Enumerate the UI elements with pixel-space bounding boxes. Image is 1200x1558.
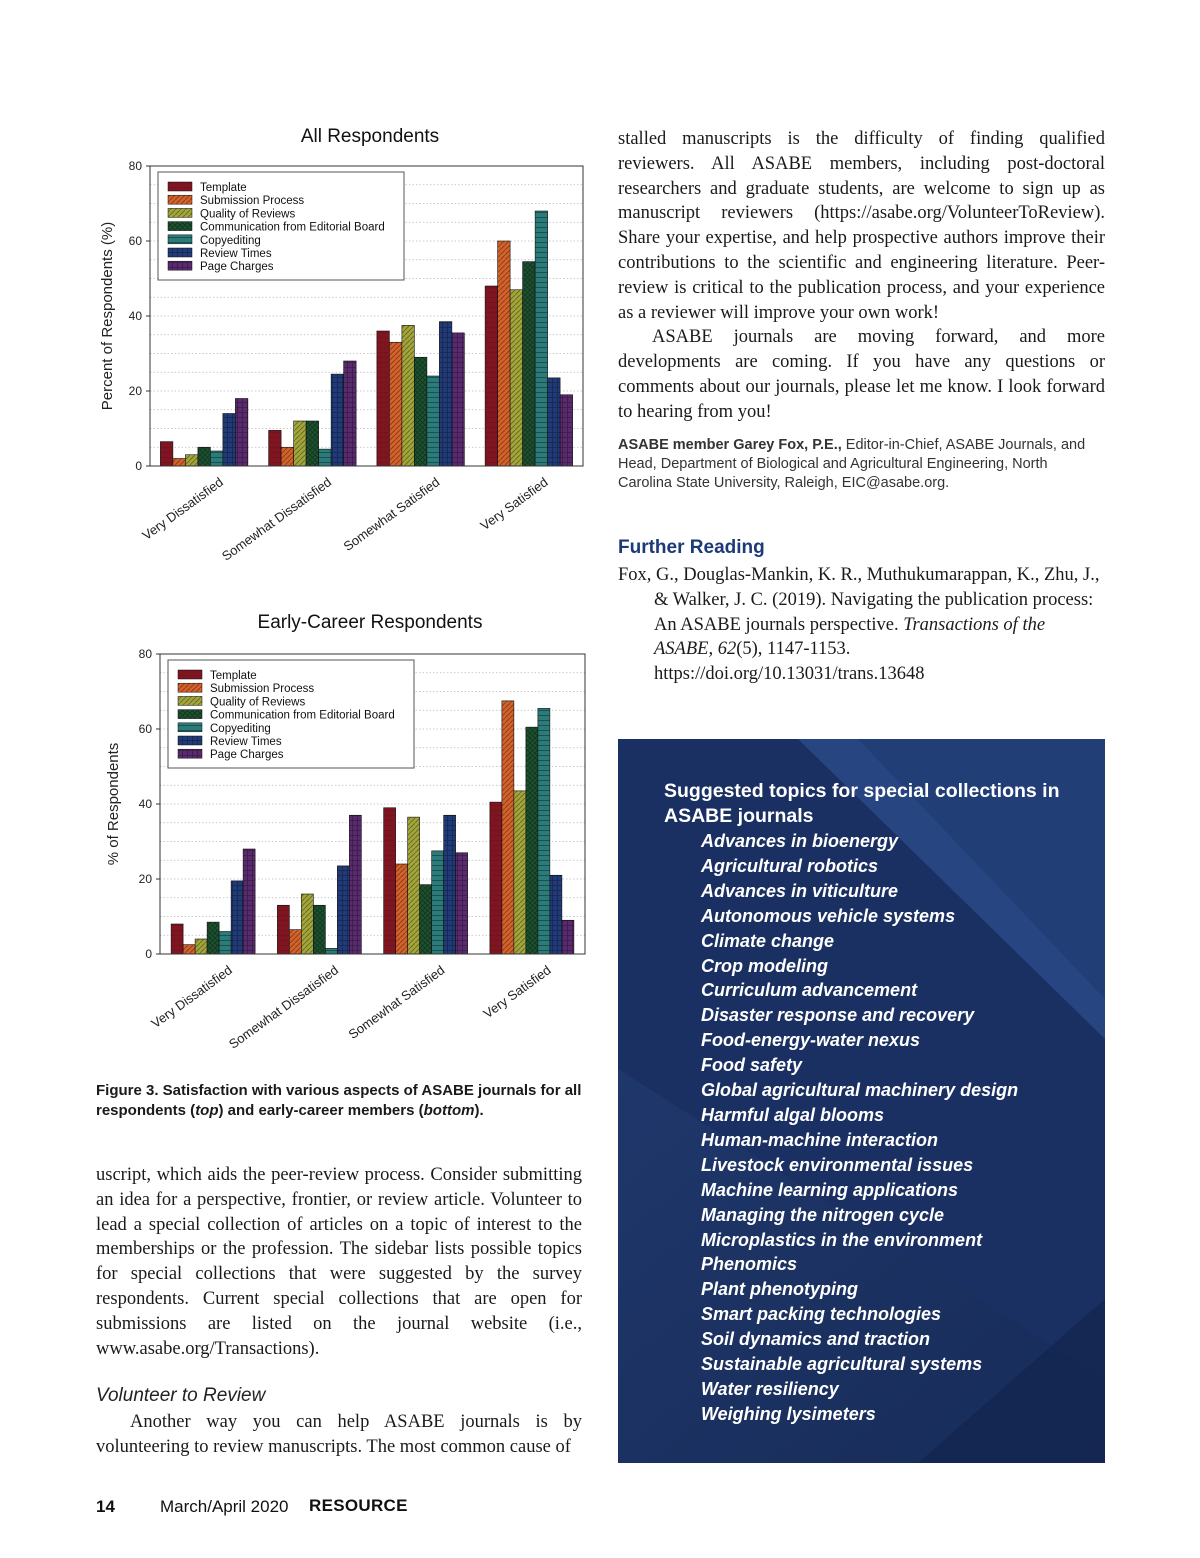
topic-item: Weighing lysimeters xyxy=(701,1403,876,1424)
topic-item: Agricultural robotics xyxy=(701,855,879,876)
bar-quality-of-reviews-1 xyxy=(301,894,313,954)
topic-list xyxy=(701,829,1091,1427)
x-tick-label: Very Satisfied xyxy=(480,962,554,1022)
bar-template-3 xyxy=(485,286,498,466)
topic-item: Climate change xyxy=(701,930,835,951)
magazine-name: RESOURCE xyxy=(309,1496,408,1515)
bar-submission-process-1 xyxy=(289,930,301,954)
body-paragraph: stalled manuscripts is the difficulty of finding qualified reviewers. All ASABE members, including post-doctoral researchers and graduate students, are welcome to sign up as manuscript reviewers (https://asabe.org/VolunteerToReview). Share your expertise, and help prospective authors improve their contributions to the scientific and engineering literature. Peer-review is critical to the publication process, and your experience as a reviewer will improve your own work! xyxy=(618,129,1105,323)
topic-item: Harmful algal blooms xyxy=(701,1104,885,1125)
bar-copyediting-2 xyxy=(427,376,440,466)
legend-label: Page Charges xyxy=(200,261,274,274)
sidebar-title: Suggested topics for special collections in ASABE journals xyxy=(664,780,1060,827)
bar-copyediting-1 xyxy=(319,449,332,466)
legend-swatch xyxy=(178,683,202,692)
legend-swatch xyxy=(178,696,202,705)
bar-page-charges-0 xyxy=(235,399,248,467)
body-paragraph: ASABE journals are moving forward, and more developments are coming. If you have any questions or comments about our journals, please let me know. I look forward to hearing from you! xyxy=(618,327,1105,422)
bar-page-charges-2 xyxy=(456,853,468,954)
y-tick-label: 40 xyxy=(138,797,152,811)
bar-quality-of-reviews-0 xyxy=(195,939,207,954)
body-paragraph: uscript, which aids the peer-review process. Consider submitting an idea for a perspective, frontier, or review article. Volunteer to lead a special collection of articles on a topic of interest to the memberships or the profession. The sidebar lists possible topics for special collections that were suggested by the survey respondents. Current special collections that are open for submissions are listed on the journal website (i.e., www.asabe.org/Transactions). xyxy=(96,1165,582,1359)
bar-communication-from-editorial-board-0 xyxy=(198,447,211,466)
legend-label: Communication from Editorial Board xyxy=(210,709,395,722)
topic-item: Managing the nitrogen cycle xyxy=(701,1204,945,1225)
page-number: 14 xyxy=(96,1497,115,1516)
bar-quality-of-reviews-0 xyxy=(185,455,198,466)
body-paragraph: Another way you can help ASABE journals is by volunteering to review manuscripts. The most common cause of xyxy=(96,1412,582,1457)
topic-item: Human-machine interaction xyxy=(701,1129,939,1150)
bar-template-0 xyxy=(171,924,183,954)
right-column xyxy=(618,127,1105,425)
legend-label: Template xyxy=(200,182,247,194)
legend-label: Review Times xyxy=(200,248,272,260)
legend-swatch xyxy=(178,723,202,732)
bar-review-times-2 xyxy=(439,322,452,466)
bar-communication-from-editorial-board-2 xyxy=(414,357,427,466)
topic-item: Disaster response and recovery xyxy=(701,1005,975,1026)
author-name: ASABE member Garey Fox, P.E., xyxy=(618,437,842,453)
bar-page-charges-0 xyxy=(243,849,255,954)
bar-review-times-0 xyxy=(223,414,236,467)
chart-early-career xyxy=(90,638,600,1083)
bar-template-2 xyxy=(377,331,390,466)
bar-submission-process-1 xyxy=(281,447,294,466)
y-tick-label: 40 xyxy=(128,309,142,323)
legend-swatch xyxy=(168,248,192,257)
bar-submission-process-2 xyxy=(396,864,408,954)
bar-review-times-1 xyxy=(337,866,349,954)
bar-submission-process-0 xyxy=(173,459,186,467)
legend-label: Copyediting xyxy=(200,234,261,247)
reference-entry: Fox, G., Douglas-Mankin, K. R., Muthukumarappan, K., Zhu, J., & Walker, J. C. (2019). Navigating the publication process: An ASABE journals perspective. Transactions of the ASABE, 62(5), 1147-1153. https://doi.org/10.13031/trans.13648 xyxy=(618,565,1100,685)
bar-template-1 xyxy=(277,905,289,954)
topic-item: Crop modeling xyxy=(701,955,828,976)
y-tick-label: 80 xyxy=(138,647,152,661)
bar-quality-of-reviews-3 xyxy=(514,791,526,954)
bar-template-0 xyxy=(160,442,173,466)
bar-copyediting-3 xyxy=(538,708,550,954)
bar-page-charges-2 xyxy=(452,333,465,466)
bar-submission-process-0 xyxy=(183,945,195,954)
section-heading-volunteer: Volunteer to Review xyxy=(96,1385,266,1406)
topic-item: Advances in bioenergy xyxy=(701,831,899,851)
topic-item: Autonomous vehicle systems xyxy=(701,905,956,926)
topic-item: Advances in viticulture xyxy=(701,880,899,901)
bar-page-charges-1 xyxy=(349,815,361,954)
left-column xyxy=(96,1163,582,1361)
chart-all-respondents xyxy=(90,150,600,600)
topic-item: Food safety xyxy=(701,1055,803,1076)
bar-submission-process-3 xyxy=(502,701,514,954)
legend-label: Submission Process xyxy=(210,683,315,696)
legend-label: Quality of Reviews xyxy=(210,696,306,709)
bar-page-charges-3 xyxy=(560,395,573,466)
topic-item: Livestock environmental issues xyxy=(701,1154,974,1175)
legend-label: Copyediting xyxy=(210,722,271,735)
bar-communication-from-editorial-board-1 xyxy=(306,421,319,466)
bar-page-charges-3 xyxy=(562,920,574,954)
bar-communication-from-editorial-board-1 xyxy=(313,905,325,954)
bar-communication-from-editorial-board-2 xyxy=(420,885,432,954)
x-tick-label: Somewhat Satisfied xyxy=(345,962,448,1042)
bar-quality-of-reviews-2 xyxy=(402,325,415,466)
y-axis-label: % of Respondents xyxy=(105,742,122,866)
figure-caption: Figure 3. Satisfaction with various aspects of ASABE journals for all respondents (top) and early-career members (bottom). xyxy=(96,1082,582,1119)
topic-item: Water resiliency xyxy=(701,1378,839,1399)
legend-swatch xyxy=(168,222,192,231)
topic-item: Food-energy-water nexus xyxy=(701,1030,921,1051)
chart-title-early: Early-Career Respondents xyxy=(257,612,483,633)
legend-label: Submission Process xyxy=(200,195,305,208)
x-tick-label: Very Satisfied xyxy=(477,474,551,534)
x-tick-label: Very Dissatisfied xyxy=(139,474,226,543)
bar-review-times-3 xyxy=(550,875,562,954)
y-tick-label: 20 xyxy=(128,384,142,398)
topic-item: Curriculum advancement xyxy=(701,980,918,1001)
legend-swatch xyxy=(178,670,202,679)
legend-swatch xyxy=(168,195,192,204)
y-tick-label: 0 xyxy=(135,459,142,473)
x-tick-label: Somewhat Satisfied xyxy=(340,474,443,554)
legend-swatch xyxy=(168,235,192,244)
bar-page-charges-1 xyxy=(344,361,357,466)
bar-review-times-0 xyxy=(231,881,243,954)
bar-quality-of-reviews-2 xyxy=(408,817,420,954)
bar-communication-from-editorial-board-0 xyxy=(207,922,219,954)
bar-template-3 xyxy=(490,802,502,954)
legend-swatch xyxy=(178,736,202,745)
y-tick-label: 80 xyxy=(128,159,142,173)
topic-item: Phenomics xyxy=(701,1254,798,1275)
bar-copyediting-3 xyxy=(535,211,548,466)
bar-template-2 xyxy=(384,808,396,954)
legend-label: Communication from Editorial Board xyxy=(200,221,385,234)
legend-swatch xyxy=(178,710,202,719)
topic-item: Microplastics in the environment xyxy=(701,1229,983,1250)
chart-title-all: All Respondents xyxy=(300,126,440,147)
topic-item: Global agricultural machinery design xyxy=(701,1080,1019,1101)
bar-review-times-1 xyxy=(331,374,344,466)
y-tick-label: 20 xyxy=(138,872,152,886)
legend-swatch xyxy=(168,261,192,270)
issue-date: March/April 2020 xyxy=(160,1497,289,1516)
x-tick-label: Very Dissatisfied xyxy=(148,962,235,1031)
y-tick-label: 60 xyxy=(138,722,152,736)
bar-quality-of-reviews-1 xyxy=(294,421,307,466)
topic-item: Soil dynamics and traction xyxy=(701,1329,931,1350)
legend-label: Review Times xyxy=(210,736,282,748)
bar-review-times-2 xyxy=(444,815,456,954)
legend-label: Quality of Reviews xyxy=(200,208,296,221)
bar-review-times-3 xyxy=(548,378,561,466)
legend-label: Template xyxy=(210,670,257,682)
legend-swatch xyxy=(178,749,202,758)
topic-item: Smart packing technologies xyxy=(701,1304,942,1325)
topic-item: Sustainable agricultural systems xyxy=(701,1354,983,1375)
bar-communication-from-editorial-board-3 xyxy=(523,262,536,466)
legend-label: Page Charges xyxy=(210,749,284,762)
y-axis-label: Percent of Respondents (%) xyxy=(99,221,116,411)
topic-item: Plant phenotyping xyxy=(701,1279,858,1300)
bar-copyediting-2 xyxy=(432,851,444,954)
bar-submission-process-2 xyxy=(389,342,402,466)
bar-template-1 xyxy=(269,430,282,466)
bar-communication-from-editorial-board-3 xyxy=(526,727,538,954)
bar-copyediting-0 xyxy=(219,932,231,955)
legend-swatch xyxy=(168,208,192,217)
left-column-cont xyxy=(96,1410,582,1460)
x-tick-label: Somewhat Dissatisfied xyxy=(225,962,342,1052)
y-tick-label: 0 xyxy=(145,947,152,961)
bar-copyediting-0 xyxy=(210,451,223,466)
bar-quality-of-reviews-3 xyxy=(510,290,523,466)
topic-item: Machine learning applications xyxy=(701,1179,959,1200)
author-bio: ASABE member Garey Fox, P.E., Editor-in-Chief, ASABE Journals, and Head, Department of Biological and Agricultural Engineering, North Carolina State University, Raleigh, EIC@asabe.org. xyxy=(618,437,1086,491)
sidebar-special-collections xyxy=(618,739,1105,1463)
y-tick-label: 60 xyxy=(128,234,142,248)
bar-submission-process-3 xyxy=(498,241,511,466)
further-reading-heading: Further Reading xyxy=(618,537,765,558)
legend-swatch xyxy=(168,182,192,191)
bar-copyediting-1 xyxy=(325,948,337,954)
x-tick-label: Somewhat Dissatisfied xyxy=(218,474,335,564)
